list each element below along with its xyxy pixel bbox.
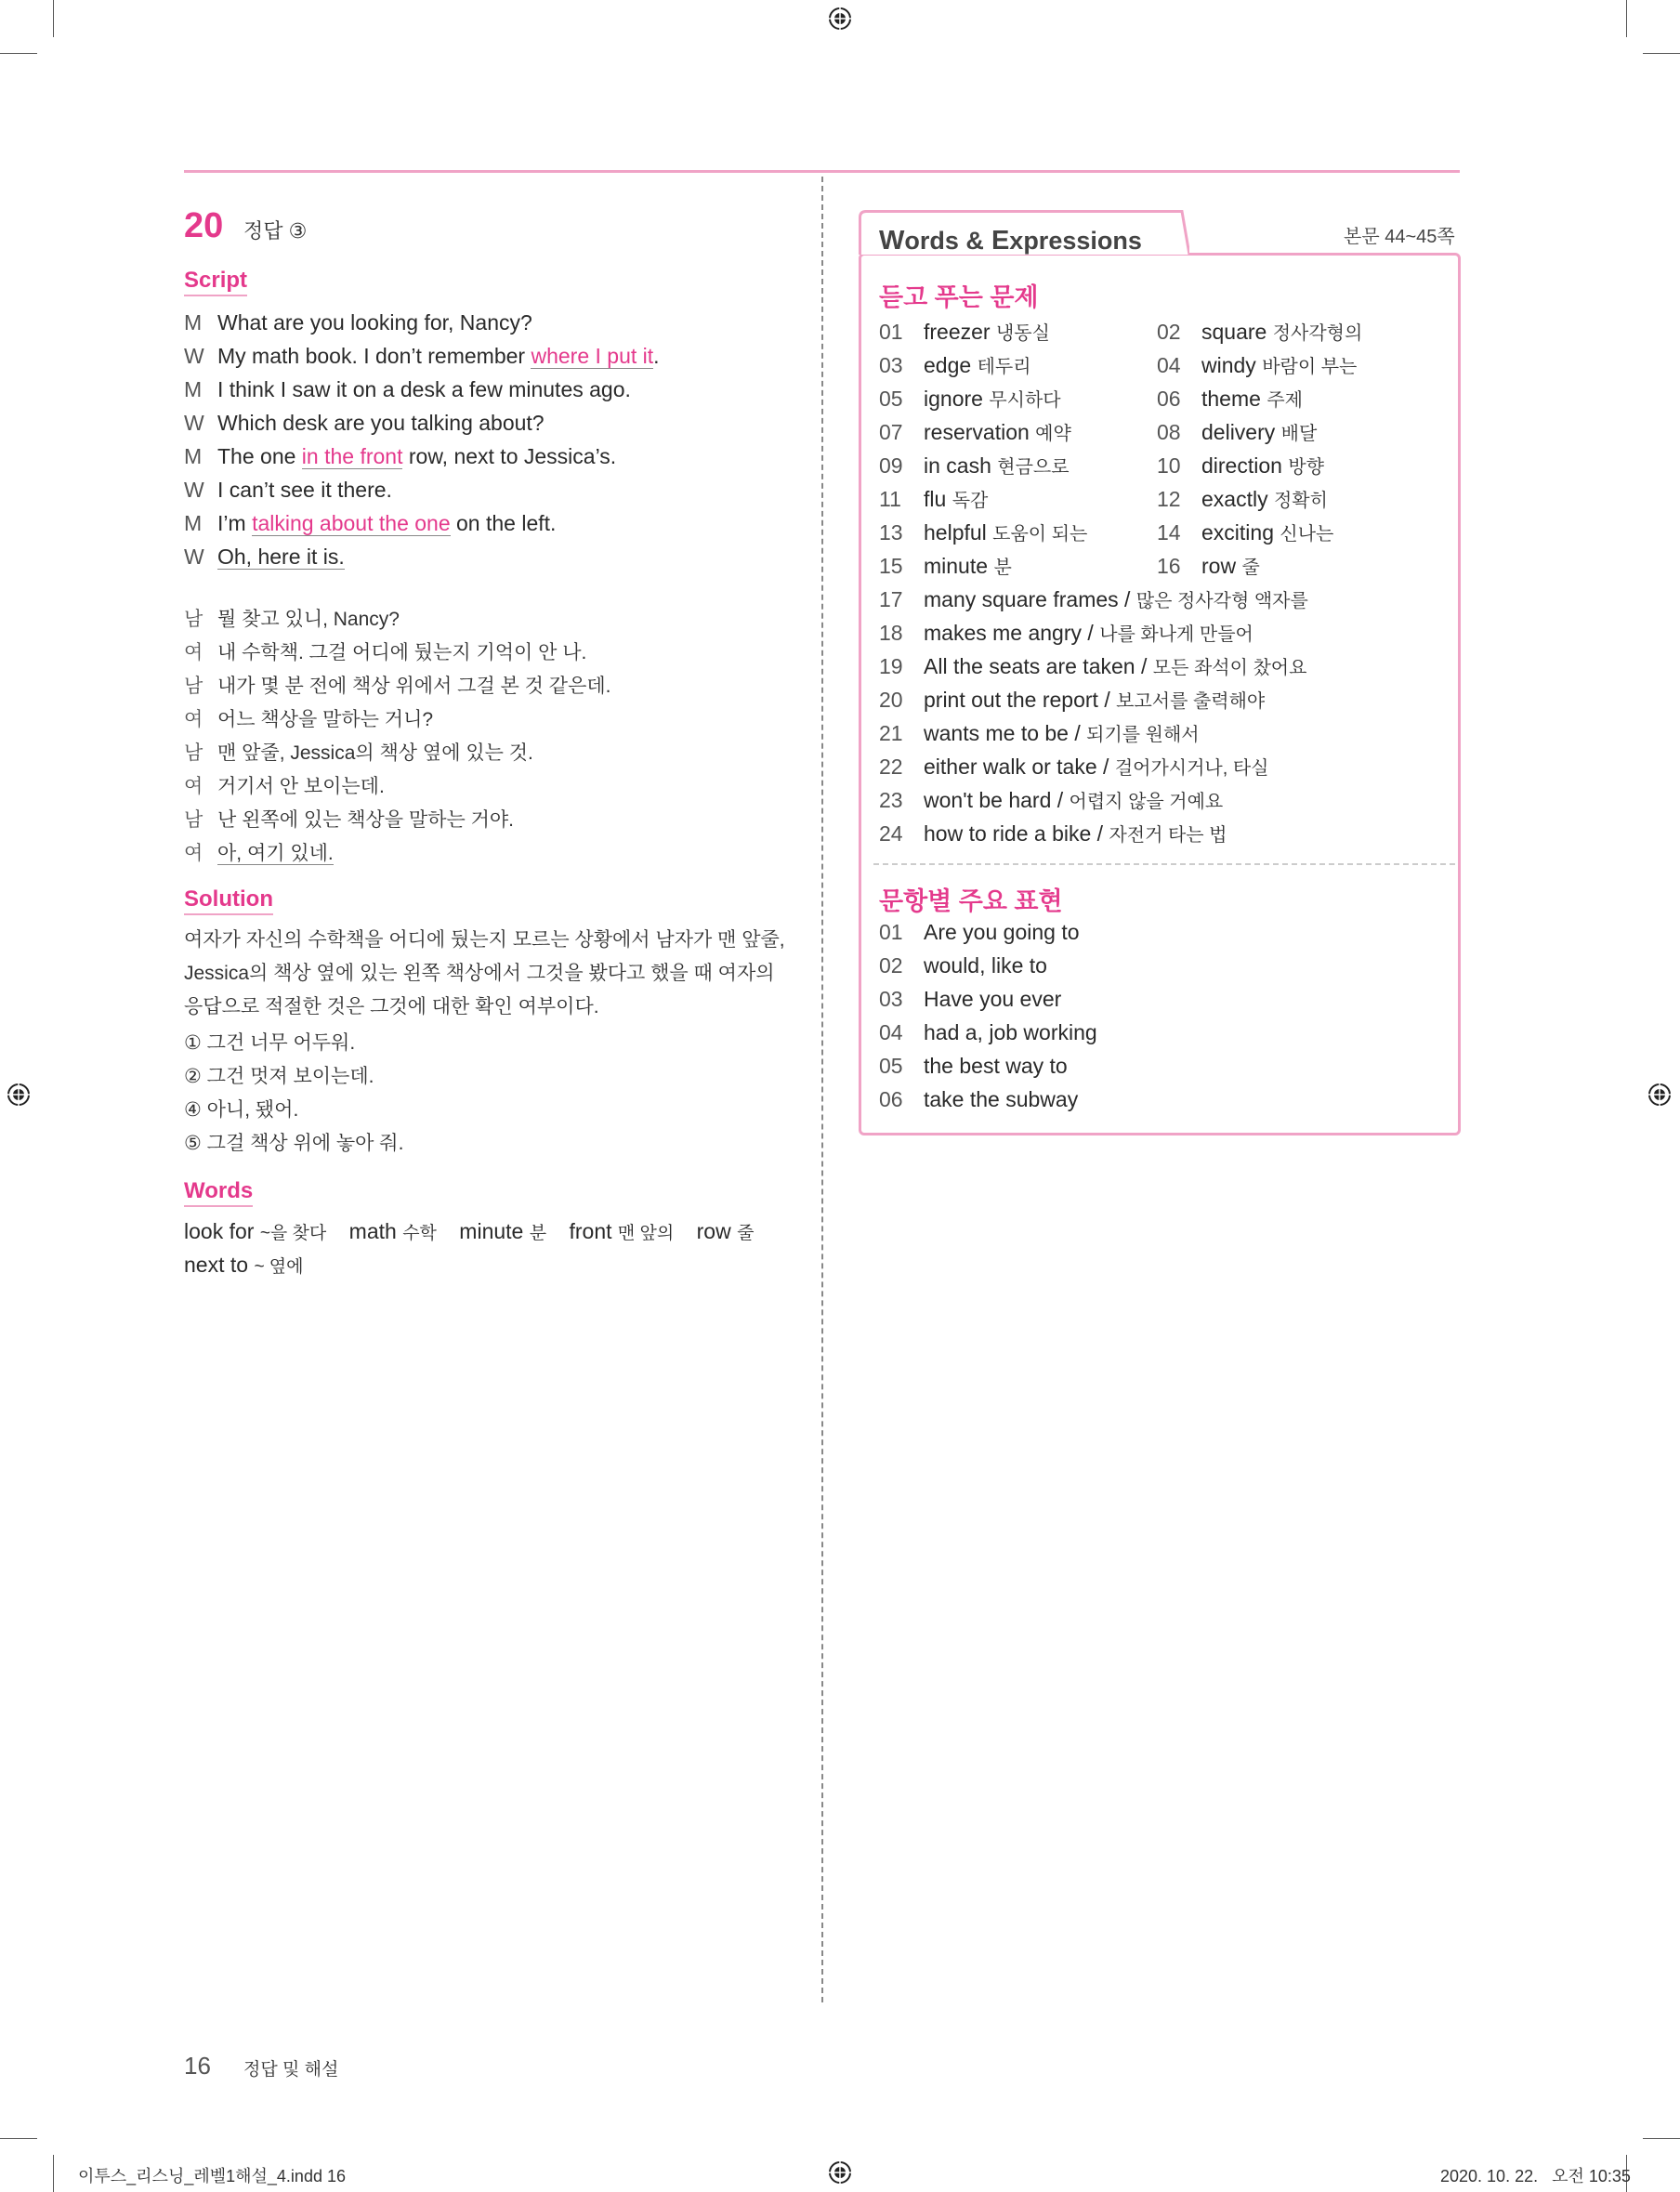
speaker-label: 여: [184, 709, 203, 730]
vocab-phrase: [879, 585, 1308, 612]
solution-option: ⑤ 그걸 책상 위에 놓아 줘.: [184, 1133, 404, 1154]
script-text: .: [653, 344, 660, 368]
speaker-label: W: [184, 545, 204, 569]
key-expression: [879, 1087, 1078, 1112]
word-meaning: 줄: [737, 1224, 755, 1243]
vocab-meaning: 테두리: [977, 357, 1031, 377]
vocab-term: theme: [1201, 387, 1261, 411]
vocab-item: [1157, 351, 1357, 378]
key-number: 04: [879, 1020, 903, 1044]
vocab-number: 01: [879, 320, 903, 344]
word-meaning: 맨 앞의: [617, 1224, 675, 1243]
translation-line: [184, 671, 611, 699]
vocab-number: 13: [879, 520, 903, 545]
vocab-term: either walk or take /: [924, 755, 1109, 779]
translation-text: 난 왼쪽에 있는 책상을 말하는 거야.: [217, 809, 515, 831]
translation-text: 맨 앞줄, Jessica의 책상 옆에 있는 것.: [217, 742, 533, 764]
vocab-term: reservation: [924, 420, 1030, 444]
vocab-meaning: 모든 좌석이 찼어요: [1152, 658, 1307, 678]
vocab-meaning: 독감: [952, 491, 989, 511]
registration-mark-icon: [6, 1082, 32, 1108]
vocab-term: freezer: [924, 320, 991, 344]
vocab-meaning: 주제: [1267, 390, 1303, 411]
vocab-number: 06: [1157, 387, 1181, 411]
translation-text: 뭘 찾고 있니, Nancy?: [217, 609, 400, 630]
vocab-item: [879, 485, 988, 512]
vocab-number: 05: [879, 387, 903, 411]
script-text: The one: [217, 444, 302, 468]
key-text: the best way to: [924, 1054, 1068, 1078]
vocab-meaning: 배달: [1280, 424, 1318, 444]
vocab-item: [1157, 418, 1317, 445]
file-slug: 이투스_리스닝_레벨1해설_4.indd 16: [78, 2167, 346, 2185]
speaker-label: 남: [184, 676, 203, 697]
script-line: [184, 377, 631, 402]
section-title-listening: 듣고 푸는 문제: [879, 283, 1039, 311]
key-expression: [879, 953, 1047, 978]
speaker-label: M: [184, 511, 203, 535]
vocab-term: All the seats are taken /: [924, 654, 1148, 678]
key-expression: [879, 1020, 1097, 1045]
vocab-meaning: 방향: [1288, 457, 1324, 478]
word-term: row: [696, 1219, 731, 1243]
key-text: take the subway: [924, 1087, 1079, 1111]
vocab-number: 09: [879, 453, 903, 478]
script-line: [184, 511, 556, 536]
speaker-label: W: [184, 411, 204, 435]
solution-option: ② 그건 멋져 보이는데.: [184, 1066, 374, 1087]
script-text: I think I saw it on a desk a few minutes ago.: [217, 377, 631, 401]
translation-line: [184, 838, 334, 866]
solution-option: ① 그건 너무 어두워.: [184, 1032, 356, 1054]
vocab-meaning: 냉동실: [995, 323, 1050, 344]
vocab-term: row: [1201, 554, 1237, 578]
vocab-meaning: 줄: [1241, 558, 1260, 578]
vocab-term: square: [1201, 320, 1267, 344]
vocab-item: [1157, 452, 1324, 479]
script-line: [184, 545, 345, 570]
speaker-label: M: [184, 444, 203, 468]
script-text: What are you looking for, Nancy?: [217, 310, 532, 335]
key-expression: [879, 1054, 1068, 1079]
vocab-number: 11: [879, 487, 901, 511]
vocab-number: 08: [1157, 420, 1181, 444]
vocab-number: 24: [879, 821, 903, 846]
key-number: 01: [879, 920, 903, 944]
vocab-item: [879, 518, 1087, 545]
vocab-meaning: 신나는: [1280, 524, 1334, 545]
vocab-term: delivery: [1201, 420, 1276, 444]
box-title: Words & Expressions: [879, 226, 1142, 256]
vocab-number: 03: [879, 353, 903, 377]
translation-line: [184, 805, 514, 833]
speaker-label: 남: [184, 609, 203, 630]
word-meaning: ~을 찾다: [259, 1224, 327, 1243]
translation-line: [184, 704, 433, 732]
vocab-term: makes me angry /: [924, 621, 1094, 645]
vocab-item: [879, 552, 1012, 579]
vocab-term: many square frames /: [924, 587, 1131, 611]
script-line: [184, 310, 532, 335]
vocab-item: [1157, 485, 1328, 512]
key-text: Have you ever: [924, 987, 1062, 1011]
vocab-meaning: 예약: [1035, 424, 1071, 444]
vocab-number: 10: [1157, 453, 1181, 478]
translation-text: 내 수학책. 그걸 어디에 뒀는지 기억이 안 나.: [217, 642, 587, 663]
script-text: row, next to Jessica’s.: [402, 444, 617, 468]
crop-mark: [1626, 0, 1627, 37]
crop-mark: [0, 53, 37, 54]
section-title-key-expressions: 문항별 주요 표현: [879, 887, 1063, 915]
speaker-label: M: [184, 310, 203, 335]
vocab-meaning: 정사각형의: [1272, 323, 1363, 344]
key-number: 05: [879, 1054, 903, 1078]
translation-line: [184, 604, 400, 632]
vocab-item: [879, 318, 1050, 345]
key-number: 02: [879, 953, 903, 978]
vocab-meaning: 분: [993, 558, 1012, 578]
script-text: talking about the one: [252, 511, 451, 535]
vocab-number: 19: [879, 654, 903, 678]
script-line: [184, 344, 660, 369]
word-term: front: [569, 1219, 612, 1243]
word-term: next to: [184, 1253, 249, 1277]
script-text: on the left.: [450, 511, 557, 535]
word-term: minute: [459, 1219, 524, 1243]
vocab-term: how to ride a bike /: [924, 821, 1104, 846]
vocab-term: edge: [924, 353, 972, 377]
page-label: 정답 및 해설: [243, 2060, 339, 2080]
vocab-number: 17: [879, 587, 903, 611]
vocab-term: won't be hard /: [924, 788, 1064, 812]
word-meaning: ~ 옆에: [254, 1257, 304, 1277]
vocab-phrase: [879, 753, 1269, 780]
vocab-item: [879, 418, 1071, 445]
vocab-term: minute: [924, 554, 989, 578]
vocab-term: flu: [924, 487, 947, 511]
crop-mark: [1643, 53, 1680, 54]
vocab-item: [879, 351, 1031, 378]
solution-option: ④ 아니, 됐어.: [184, 1099, 299, 1121]
answer-label: 정답 ③: [243, 219, 308, 243]
words-label: Words: [184, 1178, 253, 1207]
script-text: where I put it: [531, 344, 654, 368]
vocab-item: [879, 385, 1061, 412]
speaker-label: 여: [184, 843, 203, 864]
vocab-number: 07: [879, 420, 903, 444]
key-number: 03: [879, 987, 903, 1011]
script-line: [184, 478, 392, 503]
vocab-meaning: 정확히: [1273, 491, 1328, 511]
translation-text: 내가 몇 분 전에 책상 위에서 그걸 본 것 같은데.: [217, 676, 611, 697]
script-line: [184, 411, 545, 436]
key-text: Are you going to: [924, 920, 1080, 944]
key-expression: [879, 987, 1061, 1012]
box-divider: [873, 863, 1455, 865]
script-text: Oh, here it is.: [217, 545, 345, 569]
vocab-term: in cash: [924, 453, 991, 478]
key-expression: [879, 920, 1080, 945]
script-text: I’m: [217, 511, 253, 535]
vocab-number: 21: [879, 721, 903, 745]
speaker-label: 남: [184, 809, 203, 831]
translation-text: 아, 여기 있네.: [217, 843, 334, 864]
script-text: My math book. I don’t remember: [217, 344, 532, 368]
translation-line: [184, 637, 586, 665]
vocab-number: 20: [879, 688, 903, 712]
page-number: 16: [184, 2052, 211, 2080]
column-divider: [821, 177, 823, 2002]
crop-mark: [53, 0, 54, 37]
word-term: look for: [184, 1219, 255, 1243]
vocab-term: direction: [1201, 453, 1282, 478]
script-line: [184, 444, 616, 469]
vocab-term: windy: [1201, 353, 1256, 377]
vocab-item: [1157, 552, 1260, 579]
vocab-phrase: [879, 820, 1227, 847]
vocab-meaning: 자전거 타는 법: [1109, 825, 1227, 846]
vocab-meaning: 바람이 부는: [1262, 357, 1358, 377]
vocab-term: exciting: [1201, 520, 1274, 545]
speaker-label: M: [184, 377, 203, 401]
translation-text: 거기서 안 보이는데.: [217, 776, 385, 797]
script-text: Which desk are you talking about?: [217, 411, 545, 435]
vocab-meaning: 무시하다: [989, 390, 1061, 411]
registration-mark-icon: [1647, 1082, 1673, 1108]
script-text: I can’t see it there.: [217, 478, 392, 502]
vocab-meaning: 나를 화나게 만들어: [1099, 624, 1253, 645]
speaker-label: 여: [184, 776, 203, 797]
speaker-label: 남: [184, 742, 203, 764]
vocab-number: 22: [879, 755, 903, 779]
vocab-number: 23: [879, 788, 903, 812]
registration-mark-icon: [827, 6, 853, 32]
key-text: would, like to: [924, 953, 1047, 978]
key-text: had a, job working: [924, 1020, 1097, 1044]
vocab-term: helpful: [924, 520, 987, 545]
translation-text: 어느 책상을 말하는 거니?: [217, 709, 434, 730]
vocab-meaning: 보고서를 출력해야: [1116, 691, 1266, 712]
crop-mark: [1643, 2138, 1680, 2139]
translation-line: [184, 771, 385, 799]
solution-paragraph: 여자가 자신의 수학책을 어디에 뒀는지 모르는 상황에서 남자가 맨 앞줄, Jessica의 책상 옆에 있는 왼쪽 책상에서 그것을 봤다고 했을 때 여자의 응답으로 적절한 것은 그것에 대한 확인 여부이다.: [184, 929, 785, 1017]
question-number: 20: [184, 206, 224, 245]
vocab-number: 12: [1157, 487, 1181, 511]
speaker-label: 여: [184, 642, 203, 663]
words-line-1: [184, 1219, 770, 1244]
vocab-term: ignore: [924, 387, 983, 411]
vocab-meaning: 도움이 되는: [992, 524, 1088, 545]
speaker-label: W: [184, 344, 204, 368]
vocab-item: [1157, 385, 1303, 412]
vocab-term: wants me to be /: [924, 721, 1081, 745]
date-slug: 2020. 10. 22. 오전 10:35: [1440, 2167, 1631, 2185]
script-text: in the front: [301, 444, 403, 468]
vocab-meaning: 어렵지 않을 거예요: [1069, 792, 1224, 812]
vocab-number: 16: [1157, 554, 1181, 578]
registration-mark-icon: [827, 2159, 853, 2185]
crop-mark: [53, 2155, 54, 2192]
translation-line: [184, 738, 533, 766]
word-meaning: 분: [529, 1224, 547, 1243]
vocab-term: exactly: [1201, 487, 1268, 511]
key-number: 06: [879, 1087, 903, 1111]
speaker-label: W: [184, 478, 204, 502]
vocab-number: 14: [1157, 520, 1181, 545]
vocab-number: 18: [879, 621, 903, 645]
solution-label: Solution: [184, 886, 273, 915]
vocab-item: [1157, 518, 1333, 545]
vocab-term: print out the report /: [924, 688, 1110, 712]
vocab-meaning: 되기를 원해서: [1086, 725, 1200, 745]
script-label: Script: [184, 268, 247, 296]
word-meaning: 수학: [402, 1224, 437, 1243]
word-term: math: [348, 1219, 397, 1243]
vocab-number: 15: [879, 554, 903, 578]
vocab-item: [879, 452, 1070, 479]
vocab-phrase: [879, 786, 1223, 813]
vocab-number: 04: [1157, 353, 1181, 377]
vocab-phrase: [879, 652, 1306, 679]
vocab-number: 02: [1157, 320, 1181, 344]
vocab-item: [1157, 318, 1362, 345]
words-line-2: [184, 1253, 321, 1278]
vocab-phrase: [879, 686, 1265, 713]
vocab-meaning: 많은 정사각형 액자를: [1135, 591, 1308, 611]
vocab-meaning: 걸어가시거나, 타실: [1114, 758, 1269, 779]
crop-mark: [0, 2138, 37, 2139]
top-rule: [184, 170, 1460, 173]
vocab-meaning: 현금으로: [997, 457, 1070, 478]
page-reference: 본문 44~45쪽: [1344, 227, 1455, 247]
vocab-phrase: [879, 719, 1200, 746]
vocab-phrase: [879, 619, 1253, 646]
